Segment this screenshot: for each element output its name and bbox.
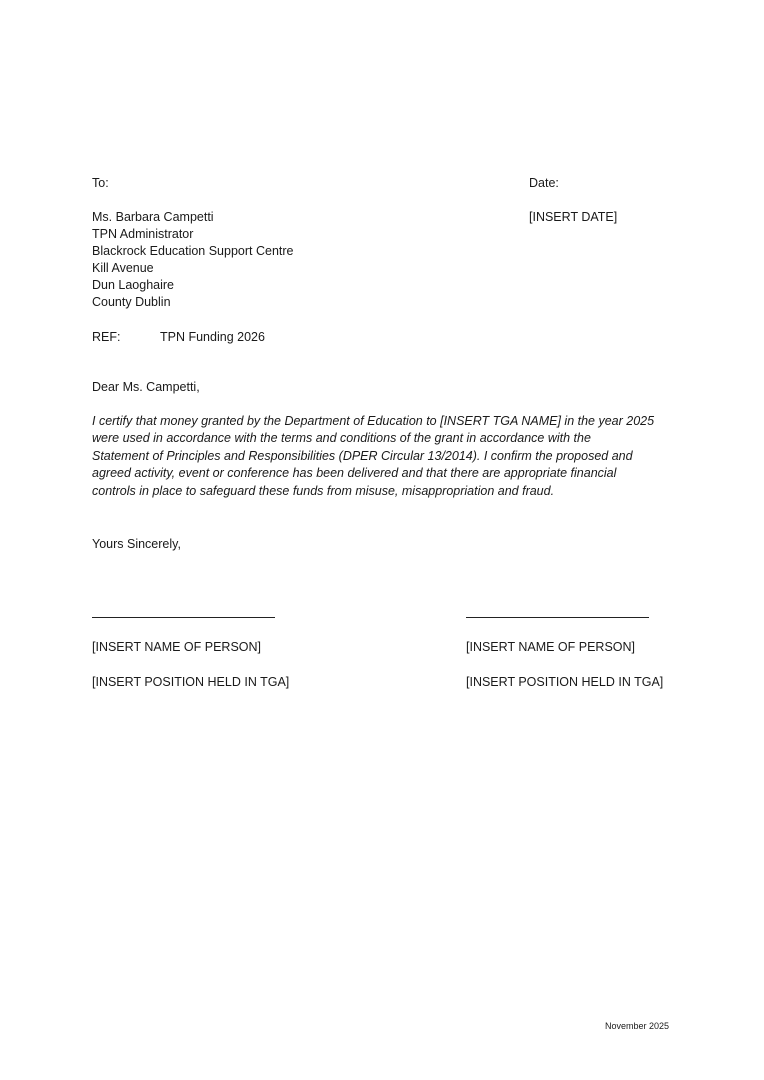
to-label: To: [92,176,109,190]
date-value: [INSERT DATE] [529,210,618,224]
footer-date: November 2025 [605,1021,670,1031]
signature-line-left [92,617,275,618]
body-line: Statement of Principles and Responsibilities (DPER Circular 13/2014). I confirm the proposed and [92,448,633,463]
signature-line-right [466,617,649,618]
recipient-line: Dun Laoghaire [92,278,175,292]
signatory-name: [INSERT NAME OF PERSON] [92,640,262,654]
recipient-line: Blackrock Education Support Centre [92,244,294,258]
recipient-line: County Dublin [92,295,171,309]
certification-paragraph [92,413,682,500]
date-label: Date: [529,176,559,190]
recipient-line: Kill Avenue [92,261,154,275]
body-line: controls in place to safeguard these funds from misuse, misappropriation and fraud. [92,483,555,498]
signatory-position: [INSERT POSITION HELD IN TGA] [92,675,290,689]
body-line: agreed activity, event or conference has been delivered and that there are appropriate financial [92,466,617,481]
salutation: Dear Ms. Campetti, [92,380,200,394]
body-line: were used in accordance with the terms and conditions of the grant in accordance with the [92,431,591,446]
ref-label: REF: [92,330,121,344]
signatory-position: [INSERT POSITION HELD IN TGA] [466,675,664,689]
ref-value: TPN Funding 2026 [160,330,265,344]
recipient-line: TPN Administrator [92,227,194,241]
closing: Yours Sincerely, [92,537,181,551]
signatory-name: [INSERT NAME OF PERSON] [466,640,636,654]
body-line: I certify that money granted by the Department of Education to [INSERT TGA NAME] in the year 2025 [92,414,655,428]
recipient-line: Ms. Barbara Campetti [92,210,214,224]
